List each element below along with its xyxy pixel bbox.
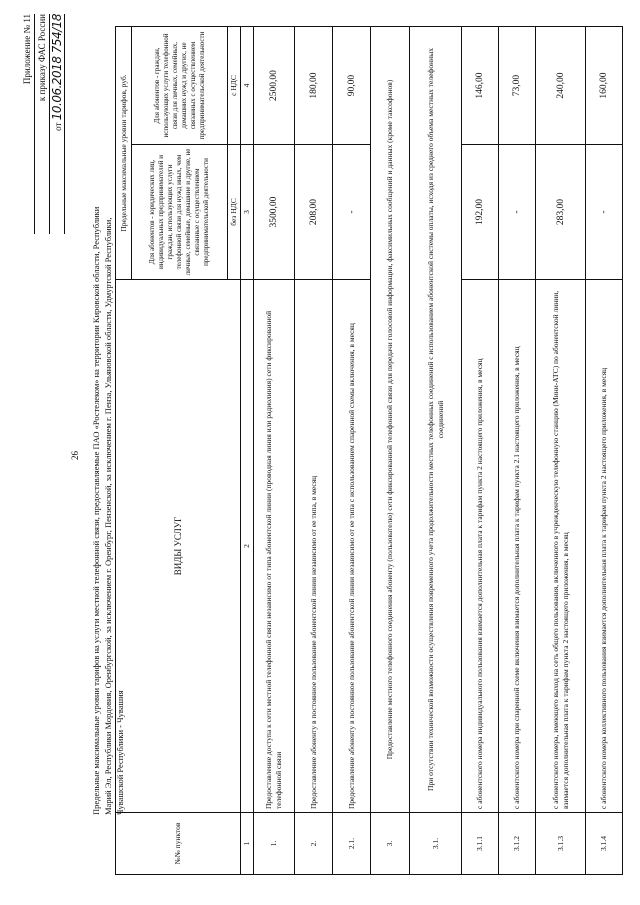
row-text: с абонентского номера коллективного пользования взимается дополнительная плата к тарифам пункта 2 настоящего приложения, в месяц <box>586 280 623 813</box>
page-number: 26 <box>70 451 80 460</box>
appendix-order: к приказу ФАС России <box>35 14 50 234</box>
row-text: Предоставление абоненту в постоянное пользование абонентской линии независимо от ее типа с использованием спаренной схемы включения, в месяц <box>333 280 371 813</box>
header-levels: Предельные максимальные уровни тарифов, руб. <box>116 27 132 280</box>
row-value-legal: - <box>586 145 623 280</box>
header-legal: Для абонентов - юридических лиц, индивидуальных предпринимателей и граждан, использующих услуги телефонной связи для нужд иных, чем личные, семейные, домашние и другие, не связанные с осуществлением предпринимательской деятельности <box>132 145 228 280</box>
index-cell: 4 <box>241 27 254 145</box>
row-value-citizens: 90,00 <box>333 27 371 145</box>
row-number: 3.1. <box>410 813 462 875</box>
table-row <box>333 27 371 875</box>
table-row <box>295 27 333 875</box>
appendix-block <box>20 14 65 234</box>
row-text: Предоставление местного телефонного соединения абоненту (пользователю) сети фиксированной телефонной связи для передачи голосовой информации, факсимильных сообщений и данных (кроме таксофонов) <box>371 27 410 813</box>
row-value-legal: - <box>499 145 536 280</box>
row-value-citizens: 73,00 <box>499 27 536 145</box>
row-number: 3. <box>371 813 410 875</box>
row-number: 3.1.2 <box>499 813 536 875</box>
header-no: №№ пунктов <box>116 813 241 875</box>
row-value-legal: 283,00 <box>536 145 586 280</box>
row-number: 2.1. <box>333 813 371 875</box>
row-value-citizens: 240,00 <box>536 27 586 145</box>
table-row <box>536 27 586 875</box>
row-number: 3.1.4 <box>586 813 623 875</box>
header-services: ВИДЫ УСЛУГ <box>116 280 241 813</box>
appendix-date <box>50 14 65 234</box>
table-row <box>410 27 462 875</box>
row-text: с абонентского номера, имеющего выход на сеть общего пользования, включенного в учрежденческую телефонную станцию (Мини-АТС) по абонентской линии, взимается дополнительная плата к тарифам пункта 2 настоящего приложения, в месяц <box>536 280 586 813</box>
row-value-legal: - <box>333 145 371 280</box>
row-number: 2. <box>295 813 333 875</box>
header-sub-legal: без НДС <box>228 145 241 280</box>
row-value-legal: 208,00 <box>295 145 333 280</box>
row-number: 3.1.3 <box>536 813 586 875</box>
row-text: с абонентского номера при спаренной схеме включения взимается дополнительная плата к тарифам пункта 2.1 настоящего приложения, в месяц <box>499 280 536 813</box>
row-value-legal: 192,00 <box>462 145 499 280</box>
table-row <box>254 27 295 875</box>
header-sub-citizens: с НДС <box>228 27 241 145</box>
table-row <box>586 27 623 875</box>
index-cell: 2 <box>241 280 254 813</box>
index-cell: 3 <box>241 145 254 280</box>
handwritten-date-number: 10.06.2018 754/18 <box>50 14 64 121</box>
row-value-citizens: 2500,00 <box>254 27 295 145</box>
row-number: 1. <box>254 813 295 875</box>
document-heading: Предельные максимальные уровни тарифов на услуги местной телефонной связи, предоставляемые ПАО «Ростелеком» на территории Кировской области, Республики Марий Эл, Республики Мордовия, Оренбургской, за исключением г. Оренбург, Пензенской, за исключением г. Пенза, Ульяновской области, Удмуртской Республики, Чувашской Республики - Чувашия <box>91 206 125 815</box>
row-text: с абонентского номера индивидуального пользования взимается дополнительная плата к тарифам пункта 2 настоящего приложения, в месяц <box>462 280 499 813</box>
row-text: При отсутствии технической возможности осуществления повременного учета продолжительности местных телефонных соединений с использованием абонентской системы оплаты, исходя из среднего объема местных телефонных соединений <box>410 27 462 813</box>
row-value-citizens: 160,00 <box>586 27 623 145</box>
header-citizens: Для абонентов - граждан, использующих услуги телефонной связи для личных, семейных, домашних нужд и других, не связанных с осуществлением предпринимательской деятельности <box>132 27 228 145</box>
row-text: Предоставление доступа к сети местной телефонной связи независимо от типа абонентской линии (проводная линия или радиолиния) сети фиксированной телефонной связи <box>254 280 295 813</box>
table-row <box>499 27 536 875</box>
row-number: 3.1.1 <box>462 813 499 875</box>
table-row <box>371 27 410 875</box>
tariff-table <box>115 26 623 875</box>
header-row <box>116 27 132 875</box>
row-value-legal: 3500,00 <box>254 145 295 280</box>
table-row <box>462 27 499 875</box>
appendix-number: Приложение № 11 <box>20 14 35 234</box>
row-value-citizens: 146,00 <box>462 27 499 145</box>
appendix-from: от <box>53 122 63 131</box>
index-cell: 1 <box>241 813 254 875</box>
row-text: Предоставление абоненту в постоянное пользование абонентской линии независимо от ее типа, в месяц <box>295 280 333 813</box>
row-value-citizens: 180,00 <box>295 27 333 145</box>
index-row <box>241 27 254 875</box>
